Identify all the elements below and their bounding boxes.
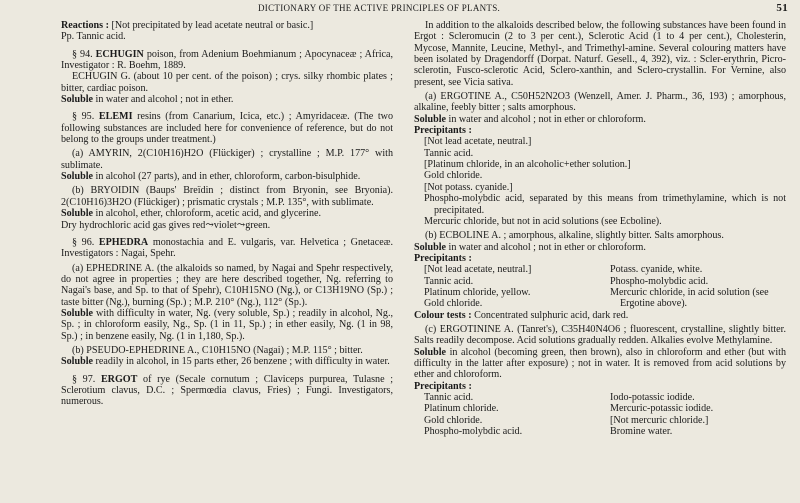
bryoidin-solubility: Soluble in alcohol, ether, chloroform, acetic acid, and glycerine. xyxy=(61,208,321,220)
pseudo-ephedrine-solubility: Soluble readily in alcohol, in 15 parts ether, 26 benzene ; with difficulty in water. xyxy=(61,356,390,368)
amyrin-solubility: Soluble in alcohol (27 parts), and in ether, chloroform, carbon-bisulphide. xyxy=(61,171,361,183)
ergot-intro: In addition to the alkaloids described below, the following substances have been found in Ergot : Scleromucin (2 to 3 per cent.), Sclerotic Acid (1 to 4 per cent.), Cholesterin, Mycose, Mannite, Leucine, Methyl-, and Trimethyl-amine. Several colouring matters have been isolated by Dragendorff (Dorpat. Naturf. Gesell., 4, 392), viz. : Scler-erythrin, Picro-sclerotin, Fusco-sclerotic Acid, Sclero-xanthin, and Sclero-crystallin. For Vernine, also present, see Vicia sativa. xyxy=(414,20,786,88)
section-97-name: ERGOT xyxy=(100,373,138,385)
section-96: § 96. EPHEDRA monostachia and E. vulgaris, var. Helvetica ; Gnetaceæ. Investigators : Nagai, Spehr. xyxy=(61,236,393,260)
ecboline-precipitants-heading: Precipitants : xyxy=(414,252,472,264)
ergotinine-solubility: Soluble in alcohol (becoming green, then brown), also in chloroform and ether (but with difficulty in the latter after exposure) ; not in water. It is removed from acid solutions by ether and chloroform. xyxy=(414,346,786,381)
ephedrine-solubility: Soluble with difficulty in water, Ng. (very soluble, Sp.) ; readily in alcohol, Ng., Sp. ; in chloroform easily, Ng., Sp. (1 in 11, Sp.) ; in ether easily, Ng. (1 in 98, Sp.) ; in benzene easily, Ng. (1 in 1,180, Sp.). xyxy=(61,307,394,342)
pseudo-ephedrine-entry: (b) PSEUDO-EPHEDRINE A., C10H15NO (Nagai) ; M.P. 115° ; bitter. xyxy=(72,344,363,356)
left-column xyxy=(61,20,393,408)
reactions-block: Reactions : [Not precipitated by lead acetate neutral or basic.] Pp. Tannic acid. xyxy=(61,20,314,43)
ecboline-solubility: Soluble in water and alcohol ; not in ether or chloroform. xyxy=(414,241,646,253)
right-column xyxy=(414,20,786,437)
section-96-name: EPHEDRA xyxy=(98,236,149,248)
ecboline-precipitants: [Not lead acetate, neutral.] Tannic acid. Platinum chloride, yellow. Gold chloride. Potass. cyanide, white. Phospho-molybdic acid. Mercuric chloride, in acid solution (see Ergotine above). xyxy=(424,264,769,310)
ergotine-precipitants-heading: Precipitants : xyxy=(414,125,472,137)
echugin-solubility: Soluble in water and alcohol ; not in ether. xyxy=(61,94,234,106)
ergotine-precipitants: [Not lead acetate, neutral.] Tannic acid. [Platinum chloride, in an alcoholic+ether solution.] Gold chloride. [Not potass. cyanide.] Phospho-molybdic acid, separated by this means from trimethylamine, which is not precipitated. Mercuric chloride, but not in acid solutions (see Ecboline). xyxy=(424,136,786,227)
section-95-name: ELEMI xyxy=(98,111,133,123)
amyrin-entry: (a) AMYRIN, 2(C10H16)H2O (Flückiger) ; crystalline ; M.P. 177° with sublimate. xyxy=(61,148,393,171)
ergotinine-precipitants: Tannic acid. Platinum chloride. Gold chloride. Phospho-molybdic acid. Iodo-potassic iodide. Mercuric-potassic iodide. [Not mercuric chloride.] Bromine water. xyxy=(424,392,714,438)
bryoidin-entry: (b) BRYOIDIN (Baups' Breïdin ; distinct from Bryonin, see Bryonia). 2(C10H16)3H2O (Flückiger) ; prismatic crystals ; M.P. 135°, with sublimate. xyxy=(61,185,393,208)
page-number: 51 xyxy=(776,2,788,14)
page-header xyxy=(0,2,800,16)
section-94-name: ECHUGIN xyxy=(95,48,144,60)
ephedrine-entry: (a) EPHEDRINE A. (the alkaloids so named, by Nagai and Spehr respectively, do not agree in properties ; they are here described together, Ng. referring to Nagai's base, and Sp. to that of Spehr), C10H15NO (Ng.), or C13H19NO (Sp.) ; taste bitter (Ng.), burning (Sp.) ; M.P. 210° (Ng.), 112° (Sp.). xyxy=(61,262,393,308)
bryoidin-test: Dry hydrochloric acid gas gives red⤳violet⤳green. xyxy=(61,219,271,231)
echugin-entry: ECHUGIN G. (about 10 per cent. of the poison) ; crys. silky rhombic plates ; bitter, cardiac poison. xyxy=(61,71,393,94)
ergotinine-entry: (c) ERGOTININE A. (Tanret's), C35H40N4O6 ; fluorescent, crystalline, slightly bitter. Salts readily decompose. Acid solutions gradually redden. Alkalies evolve Methylamine. xyxy=(414,323,786,347)
reactions-heading: Reactions : xyxy=(61,20,109,31)
section-97: § 97. ERGOT of rye (Secale cornutum ; Claviceps purpurea, Tulasne ; Sclerotium clavus, D.C. ; Spermœdia clavus, Fries) ; Fungi. Investigators, numerous. xyxy=(61,373,393,408)
ecboline-colour-tests: Colour tests : Concentrated sulphuric acid, dark red. xyxy=(414,309,629,321)
section-94: § 94. ECHUGIN poison, from Adenium Boehmianum ; Apocynaceæ ; Africa, Investigator : R. Boehm, 1889. xyxy=(61,48,393,72)
ergotinine-precipitants-heading: Precipitants : xyxy=(414,380,472,392)
ergotine-entry: (a) ERGOTINE A., C50H52N2O3 (Wenzell, Amer. J. Pharm., 36, 193) ; amorphous, alkaline, feebly bitter ; salts amorphous. xyxy=(414,91,786,114)
section-95: § 95. ELEMI resins (from Canarium, Icica, etc.) ; Amyridaceæ. (The two following substances are included here for convenience of reference, but do not belong to the groups under treatment.) xyxy=(61,111,393,146)
ecboline-entry: (b) ECBOLINE A. ; amorphous, alkaline, slightly bitter. Salts amorphous. xyxy=(425,230,724,242)
ergotine-solubility: Soluble in water and alcohol ; not in ether or chloroform. xyxy=(414,113,646,125)
running-title: DICTIONARY OF THE ACTIVE PRINCIPLES OF PLANTS. xyxy=(258,3,501,13)
